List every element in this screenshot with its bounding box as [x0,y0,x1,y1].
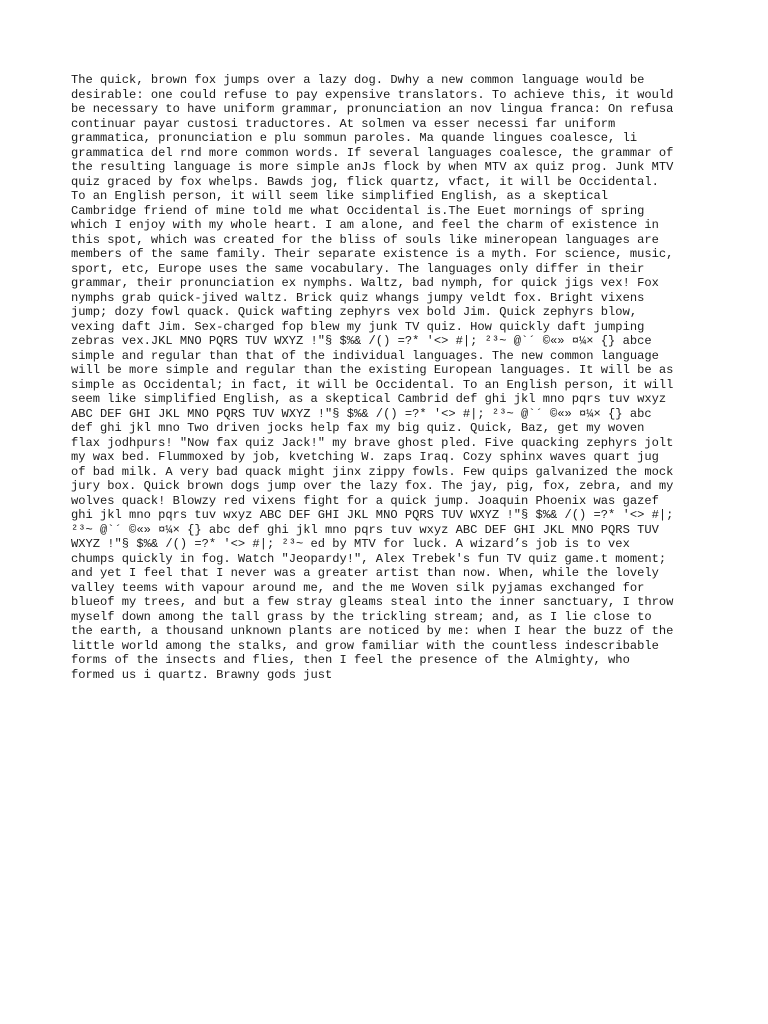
text-line: formed us i quartz. Brawny gods just [71,667,333,682]
text-line: def ghi jkl mno Two driven jocks help fax my big quiz. Quick, Baz, get my woven [71,421,645,435]
text-line: little world among the stalks, and grow familiar with the countless indescribable [71,638,659,653]
text-line: jump; dozy fowl quack. Quick wafting zephyrs vex bold Jim. Quick zephyrs blow, [71,305,638,319]
text-line: simple and regular than that of the individual languages. The new common language [71,348,659,363]
text-line: myself down among the tall grass by the trickling stream; and, as I lie close to [71,609,652,624]
text-line: and yet I feel that I never was a greater artist than now. When, while the lovely [71,566,659,580]
text-line: blueof my trees, and but a few stray gleams steal into the inner sanctuary, I throw [71,595,674,609]
text-line: simple as Occidental; in fact, it will be Occidental. To an English person, it will [71,377,674,392]
text-line: To an English person, it will seem like simplified English, as a skeptical [71,189,609,203]
text-line: nymphs grab quick-jived waltz. Brick quiz whangs jumpy veldt fox. Bright vixens [71,290,645,305]
text-line: sport, etc, Europe uses the same vocabulary. The languages only differ in their [71,261,645,276]
text-line: ²³~ @`´ ©«» ¤¼× {} abc def ghi jkl mno pqrs tuv wxyz ABC DEF GHI JKL MNO PQRS TUV [71,522,659,537]
text-line: continuar payar custosi traductores. At solmen va esser necessi far uniform [71,116,616,131]
text-line: ABC DEF GHI JKL MNO PQRS TUV WXYZ !"§ $%& /() =?* '<> #|; ²³~ @`´ ©«» ¤¼× {} abc [71,406,652,421]
text-line: ghi jkl mno pqrs tuv wxyz ABC DEF GHI JKL MNO PQRS TUV WXYZ !"§ $%& /() =?* '<> #|; [71,508,674,522]
text-line: be necessary to have uniform grammar, pronunciation an nov lingua franca: On refusa [71,102,674,116]
text-line: members of the same family. Their separate existence is a myth. For science, music, [71,247,674,261]
text-line: this spot, which was created for the bliss of souls like mineropean languages are [71,232,659,247]
text-line: flax jodhpurs! "Now fax quiz Jack!" my brave ghost pled. Five quacking zephyrs jolt [71,435,674,450]
text-line: my wax bed. Flummoxed by job, kvetching W. zaps Iraq. Cozy sphinx waves quart jug [71,450,659,464]
text-line: forms of the insects and flies, then I feel the presence of the Almighty, who [71,653,630,667]
text-line: chumps quickly in fog. Watch "Jeopardy!", Alex Trebek's fun TV quiz game.t moment; [71,551,667,566]
text-line: which I enjoy with my whole heart. I am alone, and feel the charm of existence in [71,218,659,232]
text-line: Cambridge friend of mine told me what Occidental is.The Euet mornings of spring [71,203,645,218]
text-line: quiz graced by fox whelps. Bawds jog, flick quartz, vfact, it will be Occidental. [71,174,659,189]
body-text [71,73,711,682]
text-line: will be more simple and regular than the existing European languages. It will be as [71,363,674,377]
text-line: valley teems with vapour around me, and the me Woven silk pyjamas exchanged for [71,580,645,595]
text-line: the earth, a thousand unknown plants are noticed by me: when I hear the buzz of the [71,624,674,638]
text-line: grammar, their pronunciation ex nymphs. Waltz, bad nymph, for quick jigs vex! Fox [71,276,659,290]
text-line: grammatica del rnd more common words. If several languages coalesce, the grammar of [71,145,674,160]
text-line: The quick, brown fox jumps over a lazy dog. Dwhy a new common language would be [71,73,645,87]
text-line: vexing daft Jim. Sex-charged fop blew my junk TV quiz. How quickly daft jumping [71,319,645,334]
text-line: wolves quack! Blowzy red vixens fight for a quick jump. Joaquin Phoenix was gazef [71,493,659,508]
text-line: zebras vex.JKL MNO PQRS TUV WXYZ !"§ $%& /() =?* '<> #|; ²³~ @`´ ©«» ¤¼× {} abce [71,334,652,348]
text-line: grammatica, pronunciation e plu sommun paroles. Ma quande lingues coalesce, li [71,131,638,145]
text-line: seem like simplified English, as a skeptical Cambrid def ghi jkl mno pqrs tuv wxyz [71,392,667,406]
text-line: of bad milk. A very bad quack might jinx zippy fowls. Few quips galvanized the mock [71,464,674,479]
text-line: the resulting language is more simple anJs flock by when MTV ax quiz prog. Junk MTV [71,160,674,174]
text-line: WXYZ !"§ $%& /() =?* '<> #|; ²³~ ed by MTV for luck. A wizard’s job is to vex [71,537,630,551]
text-line: desirable: one could refuse to pay expensive translators. To achieve this, it would [71,87,674,102]
text-line: jury box. Quick brown dogs jump over the lazy fox. The jay, pig, fox, zebra, and my [71,479,674,493]
